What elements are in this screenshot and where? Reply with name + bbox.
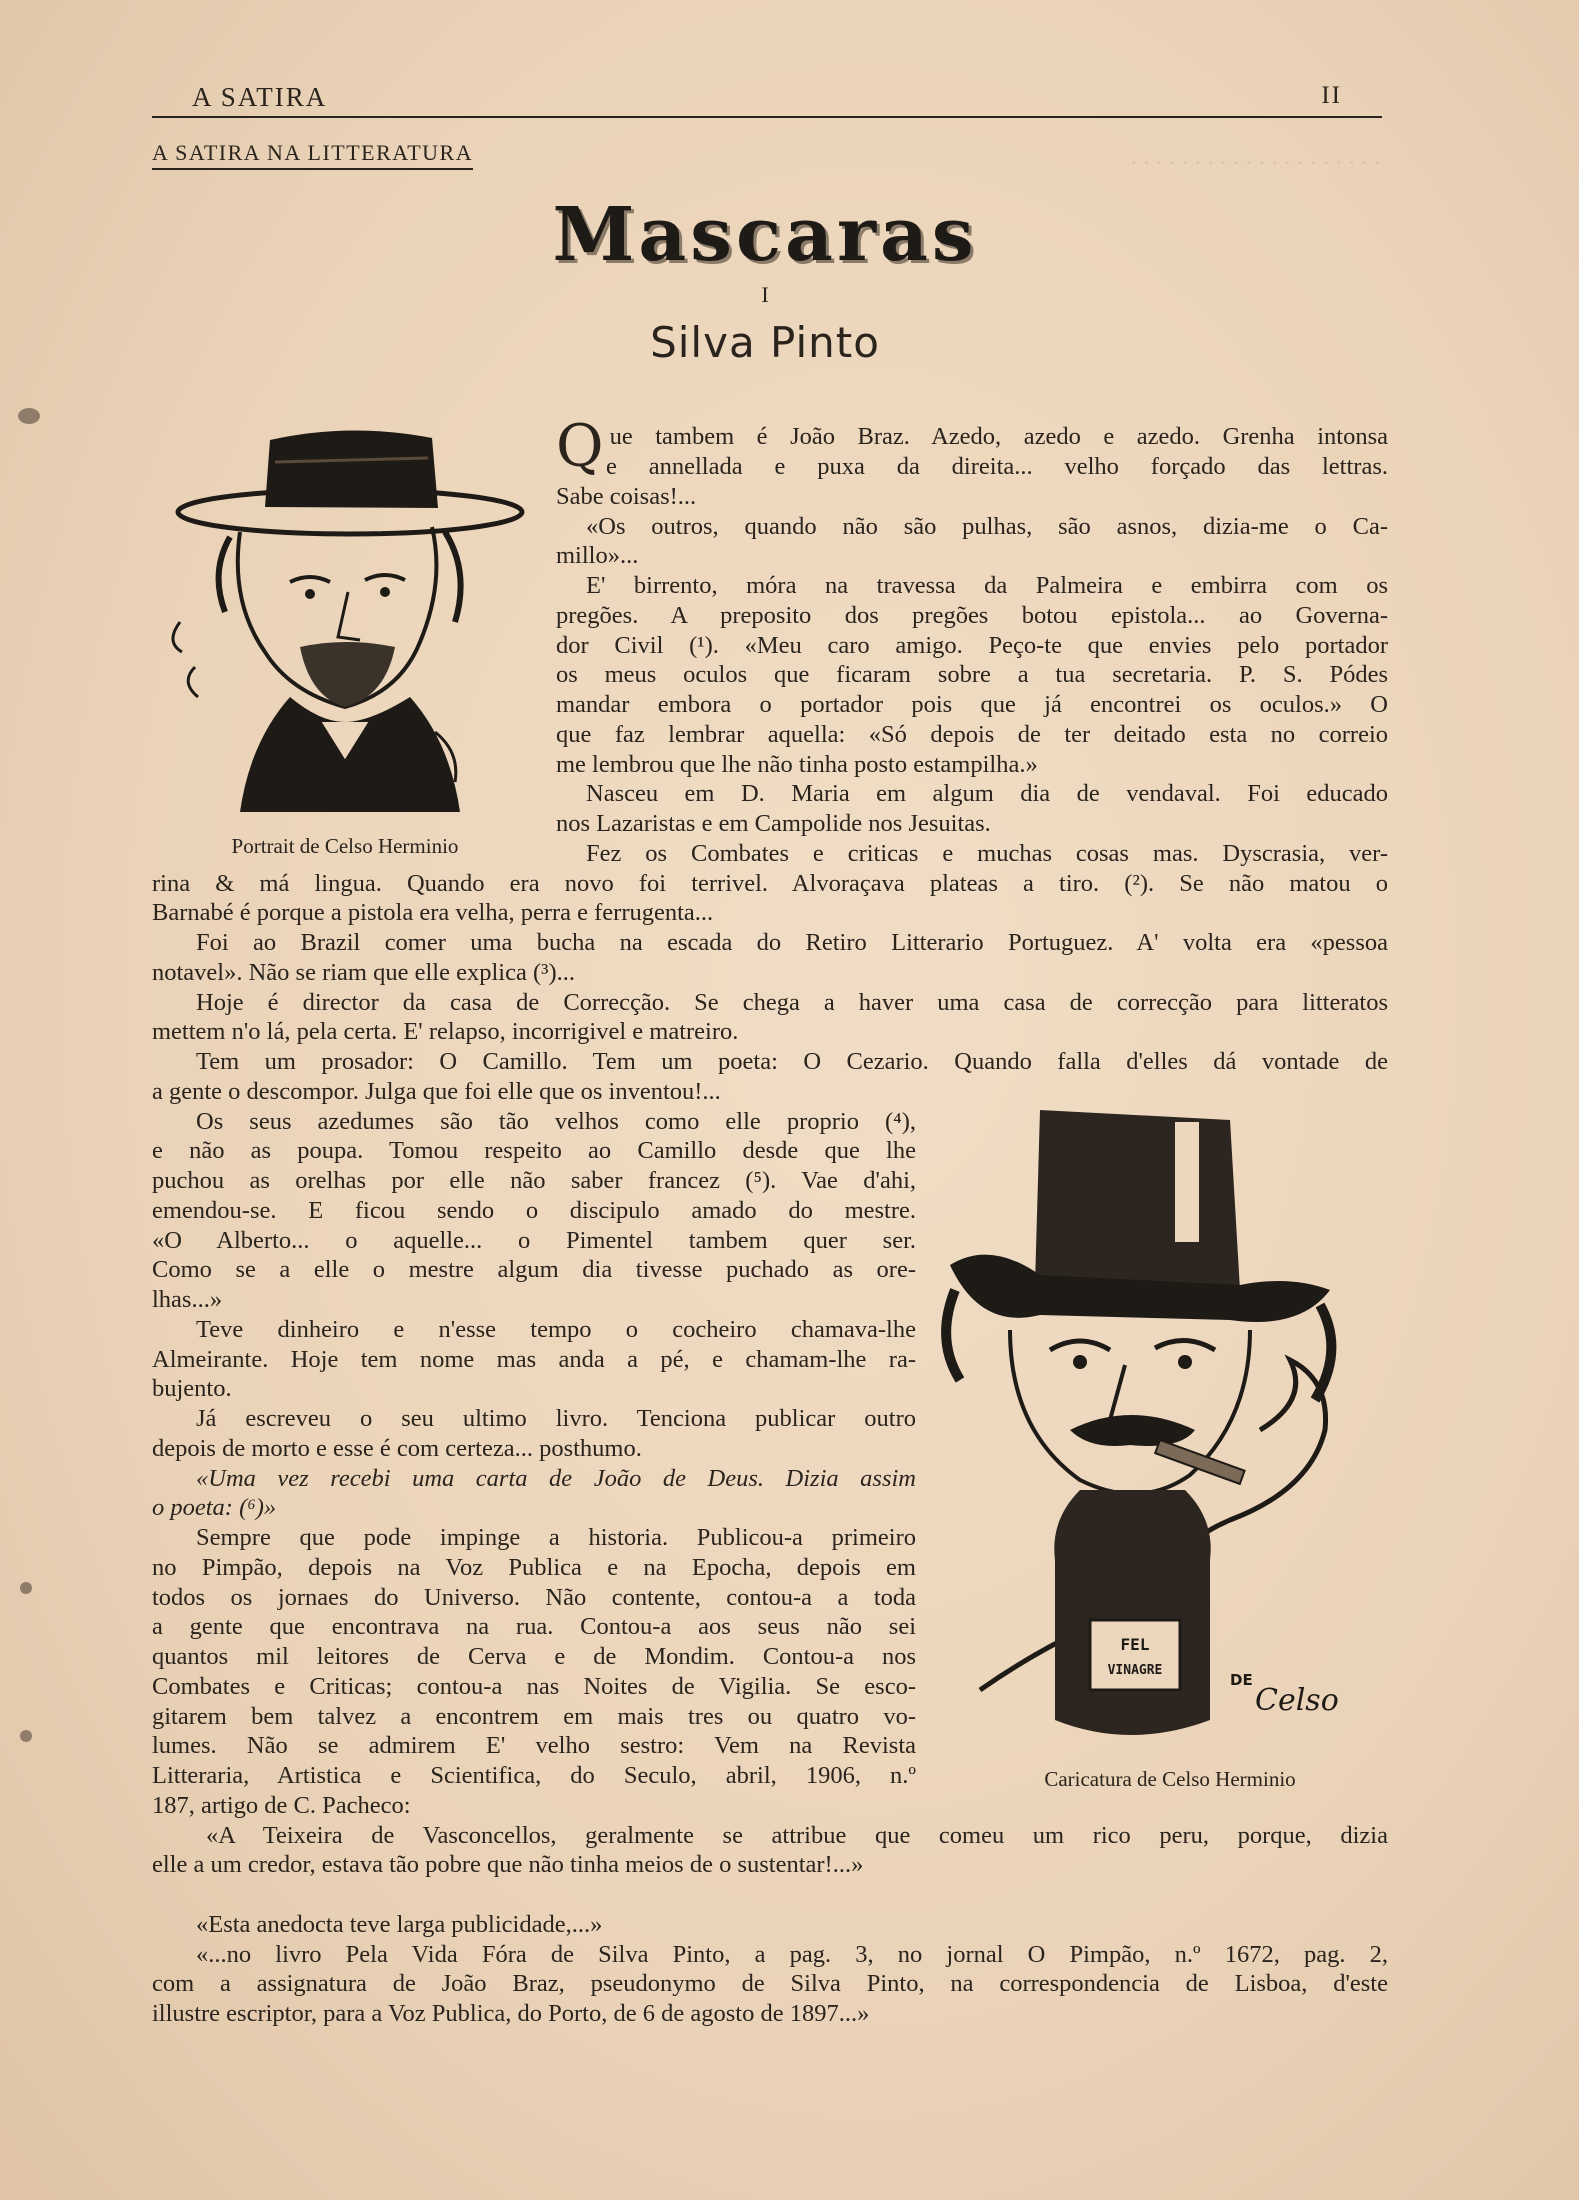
text-line: lhas...» (152, 1286, 223, 1313)
text-line: Fez os Combates e criticas e muchas cosas mas. Dyscrasia, ver- (586, 840, 1388, 867)
text-line: e não as poupa. Tomou respeito ao Camillo desde que lhe (152, 1137, 916, 1164)
drop-cap: Q (556, 412, 604, 480)
text-line: Que tambem é João Braz. Azedo, azedo e azedo. Grenha intonsa (556, 412, 1388, 480)
text-line: Sabe coisas!... (556, 483, 697, 510)
binding-hole (20, 1730, 32, 1742)
caricature-caption: Caricatura de Celso Herminio (1044, 1767, 1296, 1791)
text-line: Já escreveu o seu ultimo livro. Tenciona publicar outro (196, 1405, 916, 1432)
text-line: lumes. Não se admirem E' velho sestro: Vem na Revista (152, 1732, 916, 1759)
text-line: Litteraria, Artistica e Scientifica, do Seculo, abril, 1906, n.º (152, 1762, 916, 1789)
journal-title: A SATIRA (192, 82, 328, 112)
article-subtitle: Silva Pinto (650, 318, 880, 367)
text-line: Os seus azedumes são tão velhos como elle proprio (⁴), (196, 1108, 916, 1135)
text-line: o poeta: (⁶)» (152, 1494, 277, 1521)
text-line: rina & má lingua. Quando era novo foi terrivel. Alvoraçava plateas a tiro. (²). Se não matou o (152, 870, 1388, 897)
text-line: e annellada e puxa da direita... velho forçado das lettras. (606, 453, 1388, 480)
text-line: millo»... (556, 542, 639, 569)
text-line: «Esta anedocta teve larga publicidade,...» (196, 1911, 603, 1938)
text-line: a gente que encontrava na rua. Contou-a aos seus não sei (152, 1613, 916, 1640)
text-line: bujento. (152, 1375, 232, 1402)
svg-text:DE: DE (1230, 1671, 1253, 1689)
text-line: Barnabé é porque a pistola era velha, perra e ferrugenta... (152, 899, 714, 926)
svg-text:VINAGRE: VINAGRE (1107, 1663, 1163, 1678)
text-line: Como se a elle o mestre algum dia tivesse puchado as ore- (152, 1256, 916, 1283)
page-number: II (1321, 82, 1342, 109)
running-head (152, 80, 1382, 118)
text-line: «A Teixeira de Vasconcellos, geralmente se attribue que comeu um rico peru, porque, dizia (206, 1822, 1388, 1849)
text-line: Nasceu em D. Maria em algum dia de vendaval. Foi educado (586, 780, 1388, 807)
text-line: Almeirante. Hoje tem nome mas anda a pé, e chamam-lhe ra- (152, 1346, 916, 1373)
text-line: depois de morto e esse é com certeza... posthumo. (152, 1435, 642, 1462)
text-line: Teve dinheiro e n'esse tempo o cocheiro chamava-lhe (196, 1316, 916, 1343)
text-line: os meus oculos que ficaram sobre a tua secretaria. P. S. Pódes (556, 661, 1388, 688)
svg-text:FEL: FEL (1120, 1635, 1150, 1654)
portrait-caption: Portrait de Celso Herminio (231, 834, 459, 858)
article-number: I (761, 282, 769, 307)
text-line: Combates e Criticas; contou-a nas Noites de Vigilia. Se esco- (152, 1673, 916, 1700)
text-line: «Os outros, quando não são pulhas, são asnos, dizia-me o Ca- (586, 513, 1388, 540)
article-title: Mascaras (552, 192, 978, 278)
text-line: elle a um credor, estava tão pobre que não tinha meios de o sustentar!...» (152, 1851, 864, 1878)
text-line: dor Civil (¹). «Meu caro amigo. Peço-te que envies pelo portador (556, 632, 1388, 659)
text-line: todos os jornaes do Universo. Não contente, contou-a a toda (152, 1584, 916, 1611)
text-line: Sempre que pode impinge a historia. Publicou-a primeiro (196, 1524, 916, 1551)
text-line: gitarem bem talvez a encontrem em mais tres ou quatro vo- (152, 1703, 916, 1730)
text-line: que faz lembrar aquella: «Só depois de ter deitado esta no correio (556, 721, 1388, 748)
text-line: pregões. A preposito dos pregões botou epistola... ao Governa- (556, 602, 1388, 629)
svg-text:Celso: Celso (1255, 1683, 1339, 1718)
text-line: Foi ao Brazil comer uma bucha na escada do Retiro Litterario Portuguez. A' volta era «pessoa (196, 929, 1388, 956)
text-line: nos Lazaristas e em Campolide nos Jesuitas. (556, 810, 991, 837)
text-line: Hoje é director da casa de Correcção. Se chega a haver uma casa de correcção para litteratos (196, 989, 1388, 1016)
caricature-drawing (930, 1100, 1350, 1760)
text-line: «Uma vez recebi uma carta de João de Deus. Dizia assim (196, 1465, 916, 1492)
text-line: «O Alberto... o aquelle... o Pimentel tambem quer ser. (152, 1227, 916, 1254)
text-line: 187, artigo de C. Pacheco: (152, 1792, 411, 1819)
text-line: com a assignatura de João Braz, pseudonymo de Silva Pinto, na correspondencia de Lisboa, d'este (152, 1970, 1388, 1997)
text-line: Tem um prosador: O Camillo. Tem um poeta: O Cezario. Quando falla d'elles dá vontade de (196, 1048, 1388, 1075)
text-line: puchou as orelhas por elle não saber francez (⁵). Vae d'ahi, (152, 1167, 916, 1194)
text-line: quantos mil leitores de Cerva e de Mondim. Contou-a nos (152, 1643, 916, 1670)
text-line: no Pimpão, depois na Voz Publica e na Epocha, depois em (152, 1554, 916, 1581)
binding-hole (20, 1582, 32, 1594)
text-line: mettem n'o lá, pela certa. E' relapso, incorrigivel e matreiro. (152, 1018, 739, 1045)
text-line: E' birrento, móra na travessa da Palmeira e embirra com os (586, 572, 1388, 599)
text-line: emendou-se. E ficou sendo o discipulo amado do mestre. (152, 1197, 916, 1224)
binding-hole (18, 408, 40, 424)
text-line: me lembrou que lhe não tinha posto estampilha.» (556, 751, 1038, 778)
section-label: A SATIRA NA LITTERATURA (152, 140, 473, 170)
text-line: mandar embora o portador pois que já encontrei os oculos.» O (556, 691, 1388, 718)
text-line: notavel». Não se riam que elle explica (³)... (152, 959, 575, 986)
text-line: illustre escriptor, para a Voz Publica, do Porto, de 6 de agosto de 1897...» (152, 2000, 870, 2027)
text-line: a gente o descompor. Julga que foi elle que os inventou!... (152, 1078, 721, 1105)
portrait-drawing (170, 422, 530, 832)
text-line: «...no livro Pela Vida Fóra de Silva Pinto, a pag. 3, no jornal O Pimpão, n.º 1672, pag. 2, (196, 1941, 1388, 1968)
